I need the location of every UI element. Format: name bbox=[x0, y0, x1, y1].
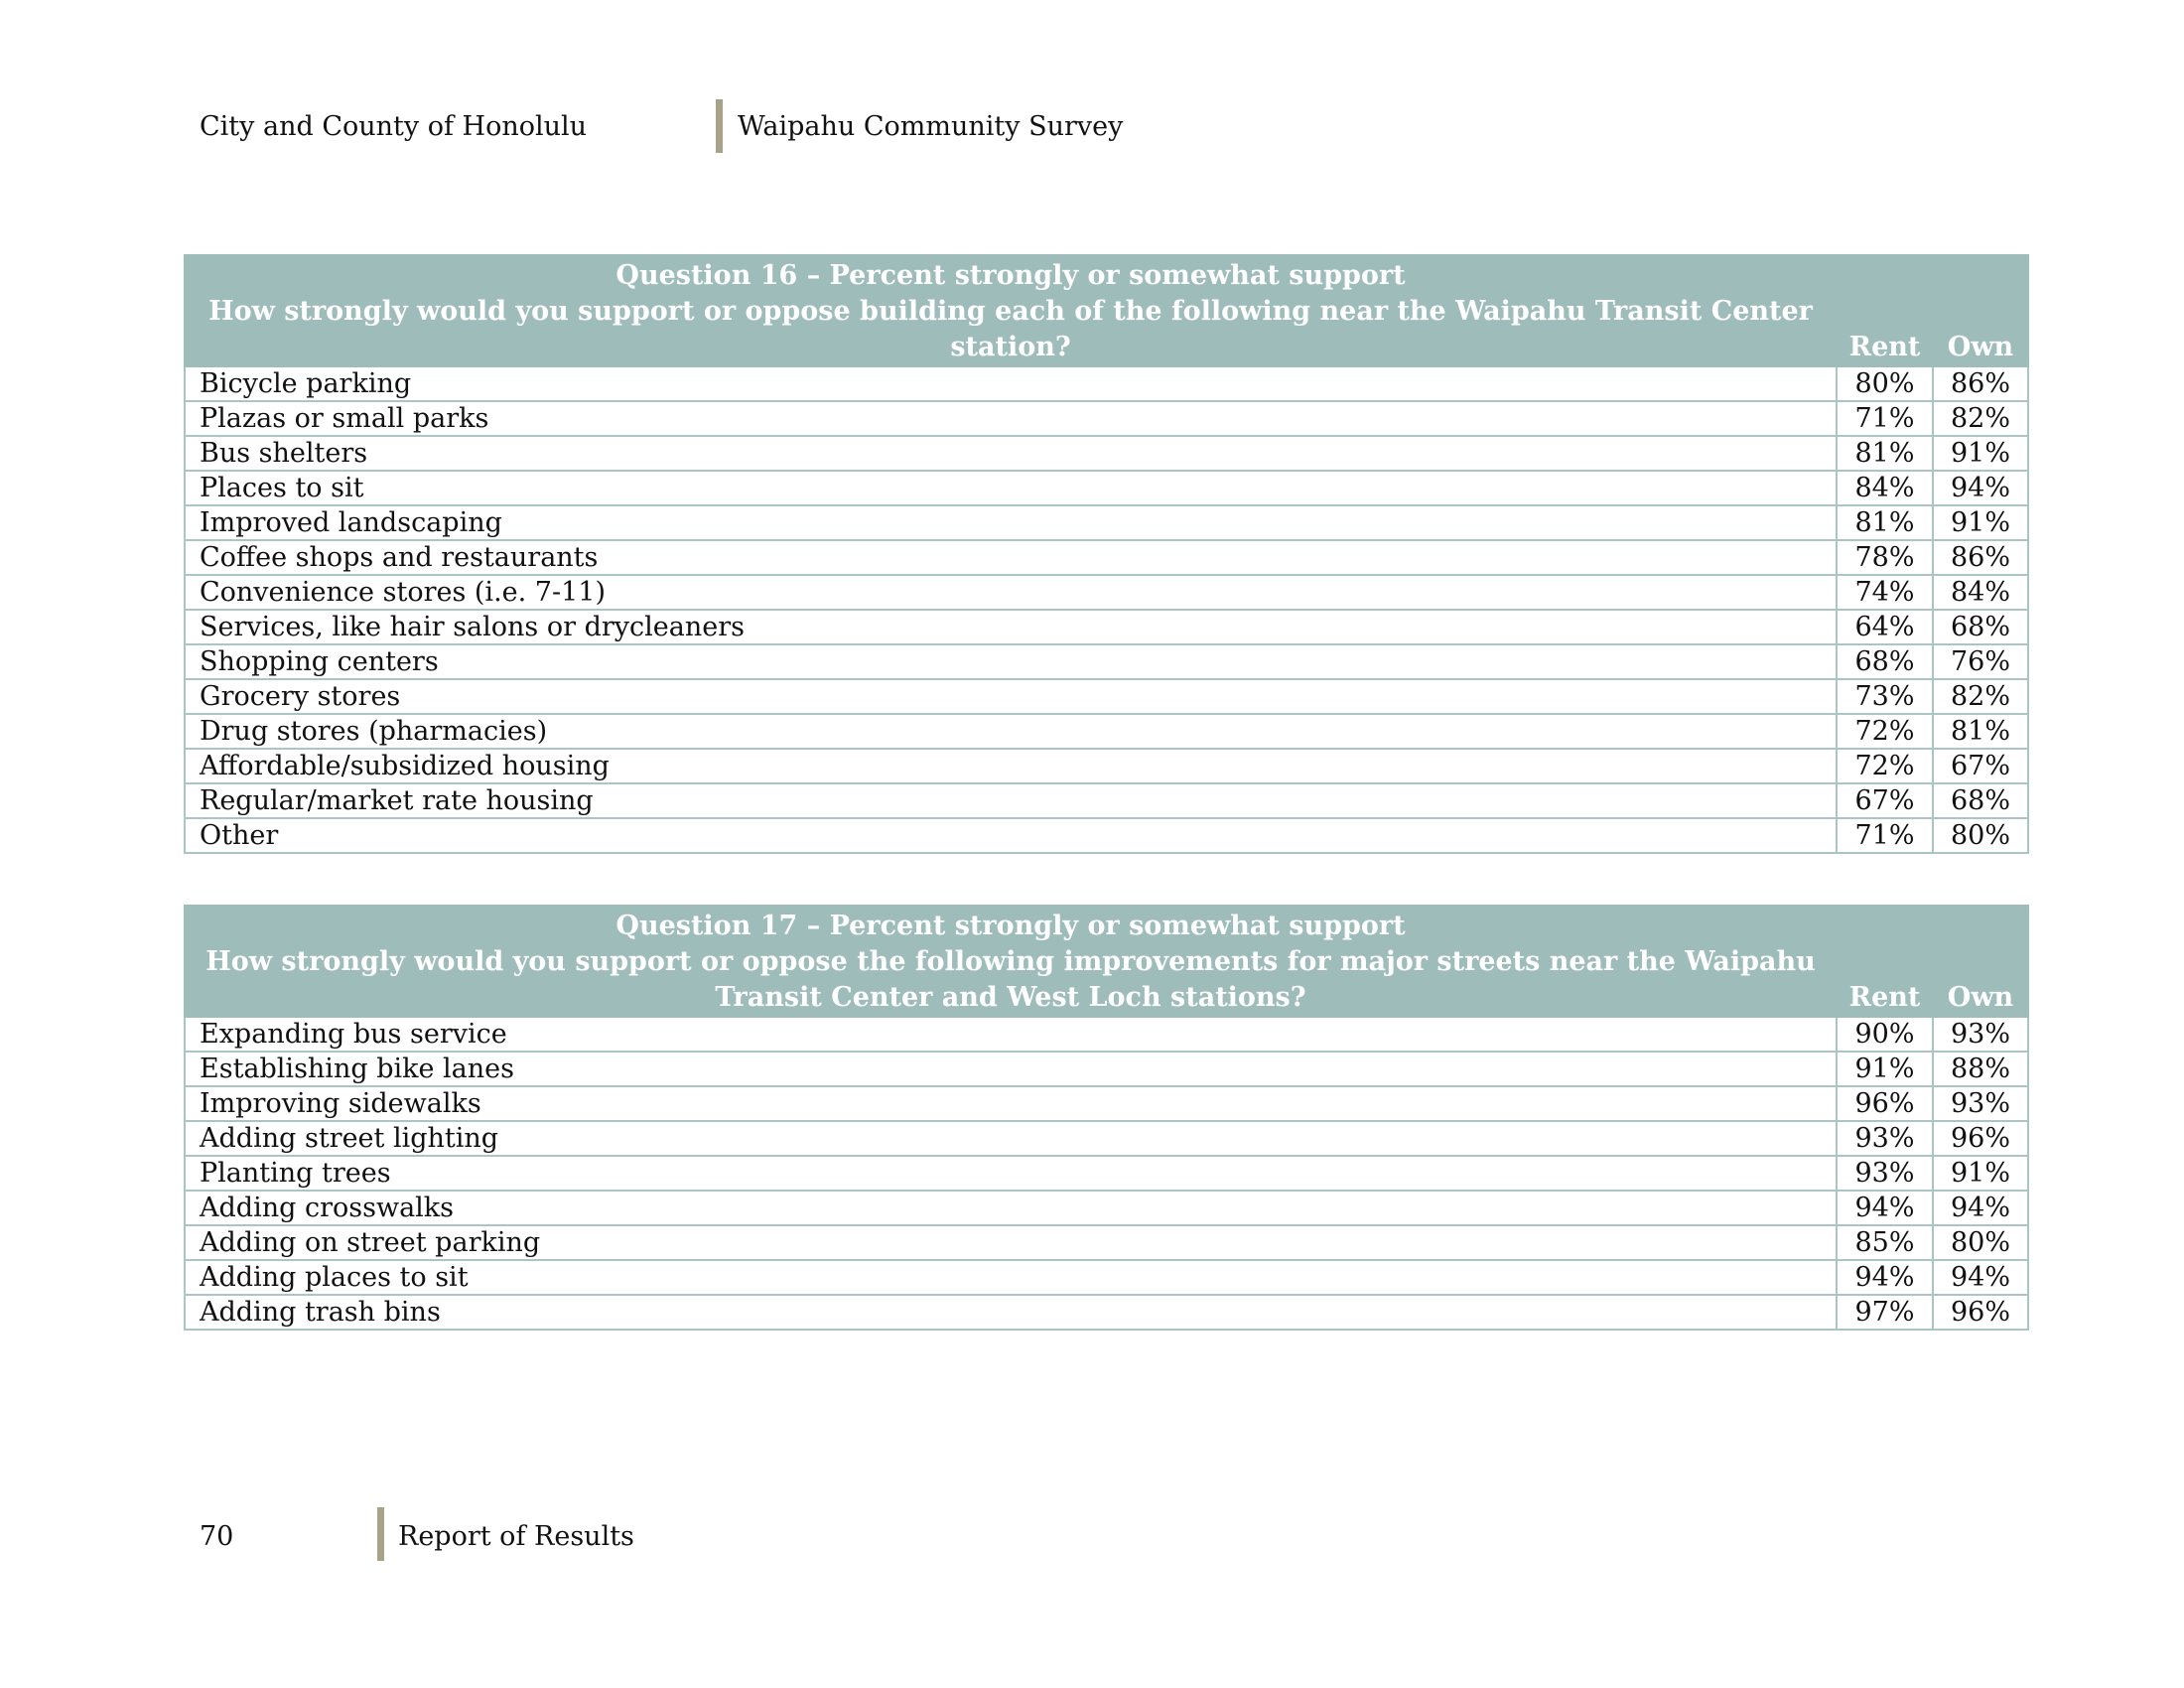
question-16-heading bbox=[185, 255, 1837, 366]
table-row bbox=[185, 540, 2028, 575]
table-row bbox=[185, 575, 2028, 610]
table-row bbox=[185, 714, 2028, 749]
table-row bbox=[185, 1086, 2028, 1121]
rent-column-header: Rent bbox=[1837, 906, 1933, 1017]
row-item-label: Establishing bike lanes bbox=[185, 1052, 1837, 1086]
table-row bbox=[185, 1225, 2028, 1260]
row-rent-value: 84% bbox=[1837, 471, 1933, 505]
row-rent-value: 93% bbox=[1837, 1156, 1933, 1191]
own-column-header: Own bbox=[1933, 906, 2028, 1017]
row-rent-value: 73% bbox=[1837, 679, 1933, 714]
row-own-value: 94% bbox=[1933, 1191, 2028, 1225]
row-item-label: Adding trash bins bbox=[185, 1295, 1837, 1330]
row-own-value: 86% bbox=[1933, 540, 2028, 575]
table-row bbox=[185, 505, 2028, 540]
rent-column-header: Rent bbox=[1837, 255, 1933, 366]
row-own-value: 96% bbox=[1933, 1121, 2028, 1156]
question-17-rows bbox=[185, 1017, 2028, 1330]
question-17-title: Question 17 – Percent strongly or somewhat support bbox=[615, 911, 1406, 941]
row-own-value: 67% bbox=[1933, 749, 2028, 783]
row-rent-value: 78% bbox=[1837, 540, 1933, 575]
row-own-value: 94% bbox=[1933, 471, 2028, 505]
row-own-value: 82% bbox=[1933, 679, 2028, 714]
row-own-value: 93% bbox=[1933, 1017, 2028, 1052]
question-16-rows bbox=[185, 366, 2028, 853]
row-own-value: 94% bbox=[1933, 1260, 2028, 1295]
row-own-value: 88% bbox=[1933, 1052, 2028, 1086]
row-own-value: 68% bbox=[1933, 610, 2028, 644]
row-own-value: 76% bbox=[1933, 644, 2028, 679]
row-item-label: Improved landscaping bbox=[185, 505, 1837, 540]
row-rent-value: 81% bbox=[1837, 436, 1933, 471]
table-row bbox=[185, 644, 2028, 679]
row-rent-value: 74% bbox=[1837, 575, 1933, 610]
row-item-label: Adding places to sit bbox=[185, 1260, 1837, 1295]
table-row bbox=[185, 366, 2028, 401]
question-16-text: How strongly would you support or oppose building each of the following near the Waipahu Transit Center station? bbox=[208, 296, 1813, 362]
table-row bbox=[185, 749, 2028, 783]
table-row bbox=[185, 436, 2028, 471]
row-rent-value: 93% bbox=[1837, 1121, 1933, 1156]
row-item-label: Places to sit bbox=[185, 471, 1837, 505]
row-item-label: Expanding bus service bbox=[185, 1017, 1837, 1052]
row-own-value: 91% bbox=[1933, 505, 2028, 540]
row-rent-value: 68% bbox=[1837, 644, 1933, 679]
row-rent-value: 97% bbox=[1837, 1295, 1933, 1330]
header-document-title: Waipahu Community Survey bbox=[738, 111, 1124, 142]
table-row bbox=[185, 1052, 2028, 1086]
row-rent-value: 67% bbox=[1837, 783, 1933, 818]
table-row bbox=[185, 1156, 2028, 1191]
footer-divider bbox=[377, 1507, 384, 1561]
own-column-header: Own bbox=[1933, 255, 2028, 366]
row-rent-value: 85% bbox=[1837, 1225, 1933, 1260]
row-item-label: Drug stores (pharmacies) bbox=[185, 714, 1837, 749]
row-own-value: 91% bbox=[1933, 436, 2028, 471]
table-row bbox=[185, 1295, 2028, 1330]
table-row bbox=[185, 1191, 2028, 1225]
page-number: 70 bbox=[200, 1521, 234, 1552]
row-rent-value: 80% bbox=[1837, 366, 1933, 401]
header-organization: City and County of Honolulu bbox=[200, 111, 588, 142]
row-rent-value: 91% bbox=[1837, 1052, 1933, 1086]
row-own-value: 81% bbox=[1933, 714, 2028, 749]
table-row bbox=[185, 1260, 2028, 1295]
table-row bbox=[185, 401, 2028, 436]
footer-report-title: Report of Results bbox=[398, 1521, 634, 1552]
row-rent-value: 72% bbox=[1837, 749, 1933, 783]
row-item-label: Convenience stores (i.e. 7-11) bbox=[185, 575, 1837, 610]
question-17-table bbox=[184, 905, 2029, 1331]
row-item-label: Improving sidewalks bbox=[185, 1086, 1837, 1121]
row-rent-value: 90% bbox=[1837, 1017, 1933, 1052]
row-rent-value: 94% bbox=[1837, 1191, 1933, 1225]
row-own-value: 86% bbox=[1933, 366, 2028, 401]
table-row bbox=[185, 679, 2028, 714]
row-rent-value: 64% bbox=[1837, 610, 1933, 644]
row-rent-value: 71% bbox=[1837, 401, 1933, 436]
header-divider bbox=[716, 99, 723, 153]
row-own-value: 91% bbox=[1933, 1156, 2028, 1191]
row-rent-value: 72% bbox=[1837, 714, 1933, 749]
row-own-value: 84% bbox=[1933, 575, 2028, 610]
table-row bbox=[185, 1017, 2028, 1052]
table-header-row bbox=[185, 255, 2028, 366]
table-row bbox=[185, 471, 2028, 505]
row-rent-value: 94% bbox=[1837, 1260, 1933, 1295]
row-item-label: Grocery stores bbox=[185, 679, 1837, 714]
row-item-label: Affordable/subsidized housing bbox=[185, 749, 1837, 783]
row-item-label: Adding on street parking bbox=[185, 1225, 1837, 1260]
table-header-row bbox=[185, 906, 2028, 1017]
table-row bbox=[185, 818, 2028, 853]
row-own-value: 80% bbox=[1933, 818, 2028, 853]
row-item-label: Bus shelters bbox=[185, 436, 1837, 471]
row-own-value: 93% bbox=[1933, 1086, 2028, 1121]
row-item-label: Services, like hair salons or drycleaners bbox=[185, 610, 1837, 644]
question-17-heading bbox=[185, 906, 1837, 1017]
row-item-label: Plazas or small parks bbox=[185, 401, 1837, 436]
row-item-label: Coffee shops and restaurants bbox=[185, 540, 1837, 575]
question-16-title: Question 16 – Percent strongly or somewhat support bbox=[615, 260, 1406, 291]
row-own-value: 80% bbox=[1933, 1225, 2028, 1260]
table-row bbox=[185, 1121, 2028, 1156]
table-row bbox=[185, 783, 2028, 818]
row-item-label: Other bbox=[185, 818, 1837, 853]
row-own-value: 96% bbox=[1933, 1295, 2028, 1330]
row-item-label: Adding street lighting bbox=[185, 1121, 1837, 1156]
question-17-text: How strongly would you support or oppose the following improvements for major streets near the Waipahu Transit Center and West Loch stations? bbox=[205, 946, 1816, 1013]
row-rent-value: 81% bbox=[1837, 505, 1933, 540]
row-item-label: Planting trees bbox=[185, 1156, 1837, 1191]
row-own-value: 82% bbox=[1933, 401, 2028, 436]
row-rent-value: 71% bbox=[1837, 818, 1933, 853]
table-row bbox=[185, 610, 2028, 644]
row-rent-value: 96% bbox=[1837, 1086, 1933, 1121]
row-item-label: Adding crosswalks bbox=[185, 1191, 1837, 1225]
row-own-value: 68% bbox=[1933, 783, 2028, 818]
question-16-table bbox=[184, 254, 2029, 854]
row-item-label: Bicycle parking bbox=[185, 366, 1837, 401]
row-item-label: Regular/market rate housing bbox=[185, 783, 1837, 818]
row-item-label: Shopping centers bbox=[185, 644, 1837, 679]
